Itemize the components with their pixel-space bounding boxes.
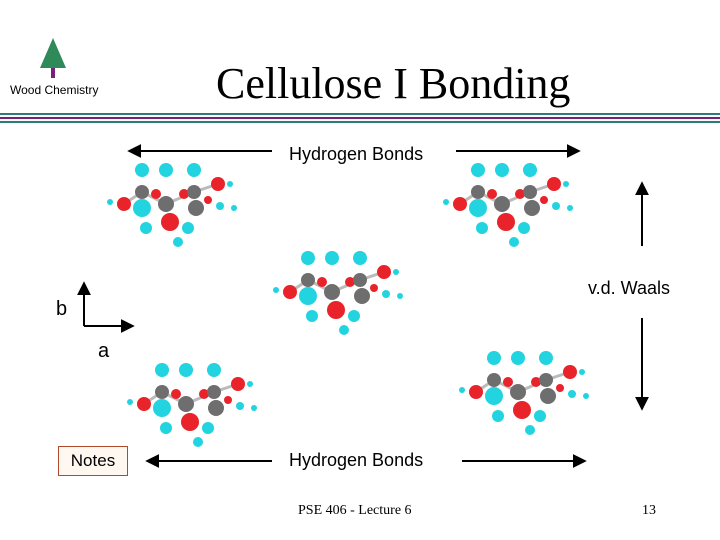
- oxygen-atom: [503, 377, 513, 387]
- oxygen-atom: [283, 285, 297, 299]
- oxygen-atom: [540, 196, 548, 204]
- hydrogen-atom: [552, 202, 560, 210]
- page-number: 13: [642, 503, 656, 518]
- oxygen-atom: [513, 401, 531, 419]
- hydrogen-atom: [495, 163, 509, 177]
- carbon-atom: [539, 373, 553, 387]
- hydrogen-atom: [173, 237, 183, 247]
- cellulose-chain-5: [459, 351, 589, 435]
- oxygen-atom: [161, 213, 179, 231]
- hydrogen-atom: [353, 251, 367, 265]
- hydrogen-atom: [518, 222, 530, 234]
- carbon-atom: [353, 273, 367, 287]
- hydrogen-atom: [135, 163, 149, 177]
- oxygen-atom: [204, 196, 212, 204]
- oxygen-atom: [497, 213, 515, 231]
- vdw-label: v.d. Waals: [588, 278, 671, 298]
- hydrogen-atom: [476, 222, 488, 234]
- axis-a-label: a: [98, 340, 110, 362]
- hydrogen-atom: [443, 199, 449, 205]
- hydrogen-atom: [202, 422, 214, 434]
- cellulose-chain-3: [273, 251, 403, 335]
- oxygen-atom: [317, 277, 327, 287]
- hydrogen-atom: [567, 205, 573, 211]
- carbon-atom: [510, 384, 526, 400]
- hbonds-label-top: Hydrogen Bonds: [289, 144, 424, 164]
- hydrogen-atom: [179, 363, 193, 377]
- oxygen-atom: [556, 384, 564, 392]
- hydrogen-atom: [534, 410, 546, 422]
- oxygen-atom: [370, 284, 378, 292]
- hydrogen-atom: [563, 181, 569, 187]
- hydrogen-atom: [160, 422, 172, 434]
- carbon-atom: [487, 373, 501, 387]
- cellulose-chain-2: [443, 163, 573, 247]
- axis-b-label: b: [56, 298, 68, 320]
- carbon-atom: [471, 185, 485, 199]
- hydrogen-atom: [301, 251, 315, 265]
- carbon-atom: [188, 200, 204, 216]
- hydrogen-atom: [273, 287, 279, 293]
- hydrogen-atom: [348, 310, 360, 322]
- hydrogen-atom: [227, 181, 233, 187]
- hydrogen-atom: [539, 351, 553, 365]
- hydrogen-atom: [155, 363, 169, 377]
- lecture-footer: PSE 406 - Lecture 6: [298, 503, 412, 518]
- carbon-atom: [354, 288, 370, 304]
- hydrogen-atom: [133, 199, 151, 217]
- carbon-atom: [135, 185, 149, 199]
- oxygen-atom: [377, 265, 391, 279]
- hydrogen-atom: [231, 205, 237, 211]
- carbon-atom: [178, 396, 194, 412]
- slide-title: Cellulose I Bonding: [216, 59, 571, 108]
- carbon-atom: [540, 388, 556, 404]
- hydrogen-atom: [247, 381, 253, 387]
- hydrogen-atom: [187, 163, 201, 177]
- carbon-atom: [523, 185, 537, 199]
- hydrogen-atom: [397, 293, 403, 299]
- oxygen-atom: [151, 189, 161, 199]
- hydrogen-atom: [492, 410, 504, 422]
- oxygen-atom: [327, 301, 345, 319]
- oxygen-atom: [181, 413, 199, 431]
- cellulose-chain-4: [127, 363, 257, 447]
- hydrogen-atom: [251, 405, 257, 411]
- hydrogen-atom: [159, 163, 173, 177]
- hydrogen-atom: [127, 399, 133, 405]
- oxygen-atom: [117, 197, 131, 211]
- oxygen-atom: [469, 385, 483, 399]
- oxygen-atom: [224, 396, 232, 404]
- hydrogen-atom: [487, 351, 501, 365]
- hydrogen-atom: [382, 290, 390, 298]
- oxygen-atom: [547, 177, 561, 191]
- hydrogen-atom: [583, 393, 589, 399]
- carbon-atom: [208, 400, 224, 416]
- hydrogen-atom: [193, 437, 203, 447]
- carbon-atom: [324, 284, 340, 300]
- carbon-atom: [155, 385, 169, 399]
- hydrogen-atom: [525, 425, 535, 435]
- hydrogen-atom: [509, 237, 519, 247]
- oxygen-atom: [563, 365, 577, 379]
- hydrogen-atom: [579, 369, 585, 375]
- carbon-atom: [207, 385, 221, 399]
- carbon-atom: [301, 273, 315, 287]
- oxygen-atom: [137, 397, 151, 411]
- hydrogen-atom: [182, 222, 194, 234]
- brand-label: Wood Chemistry: [10, 83, 99, 97]
- cellulose-chain-1: [107, 163, 237, 247]
- carbon-atom: [158, 196, 174, 212]
- oxygen-atom: [487, 189, 497, 199]
- oxygen-atom: [453, 197, 467, 211]
- hydrogen-atom: [485, 387, 503, 405]
- hydrogen-atom: [523, 163, 537, 177]
- hydrogen-atom: [236, 402, 244, 410]
- oxygen-atom: [171, 389, 181, 399]
- hydrogen-atom: [207, 363, 221, 377]
- notes-button[interactable]: Notes: [58, 446, 128, 476]
- oxygen-atom: [211, 177, 225, 191]
- hbonds-label-bottom: Hydrogen Bonds: [289, 450, 424, 470]
- hydrogen-atom: [325, 251, 339, 265]
- hydrogen-atom: [216, 202, 224, 210]
- carbon-atom: [494, 196, 510, 212]
- hydrogen-atom: [107, 199, 113, 205]
- hydrogen-atom: [469, 199, 487, 217]
- carbon-atom: [524, 200, 540, 216]
- hydrogen-atom: [511, 351, 525, 365]
- hydrogen-atom: [459, 387, 465, 393]
- hydrogen-atom: [153, 399, 171, 417]
- hydrogen-atom: [339, 325, 349, 335]
- hydrogen-atom: [140, 222, 152, 234]
- hydrogen-atom: [471, 163, 485, 177]
- hydrogen-atom: [393, 269, 399, 275]
- hydrogen-atom: [299, 287, 317, 305]
- carbon-atom: [187, 185, 201, 199]
- hydrogen-atom: [306, 310, 318, 322]
- oxygen-atom: [231, 377, 245, 391]
- hydrogen-atom: [568, 390, 576, 398]
